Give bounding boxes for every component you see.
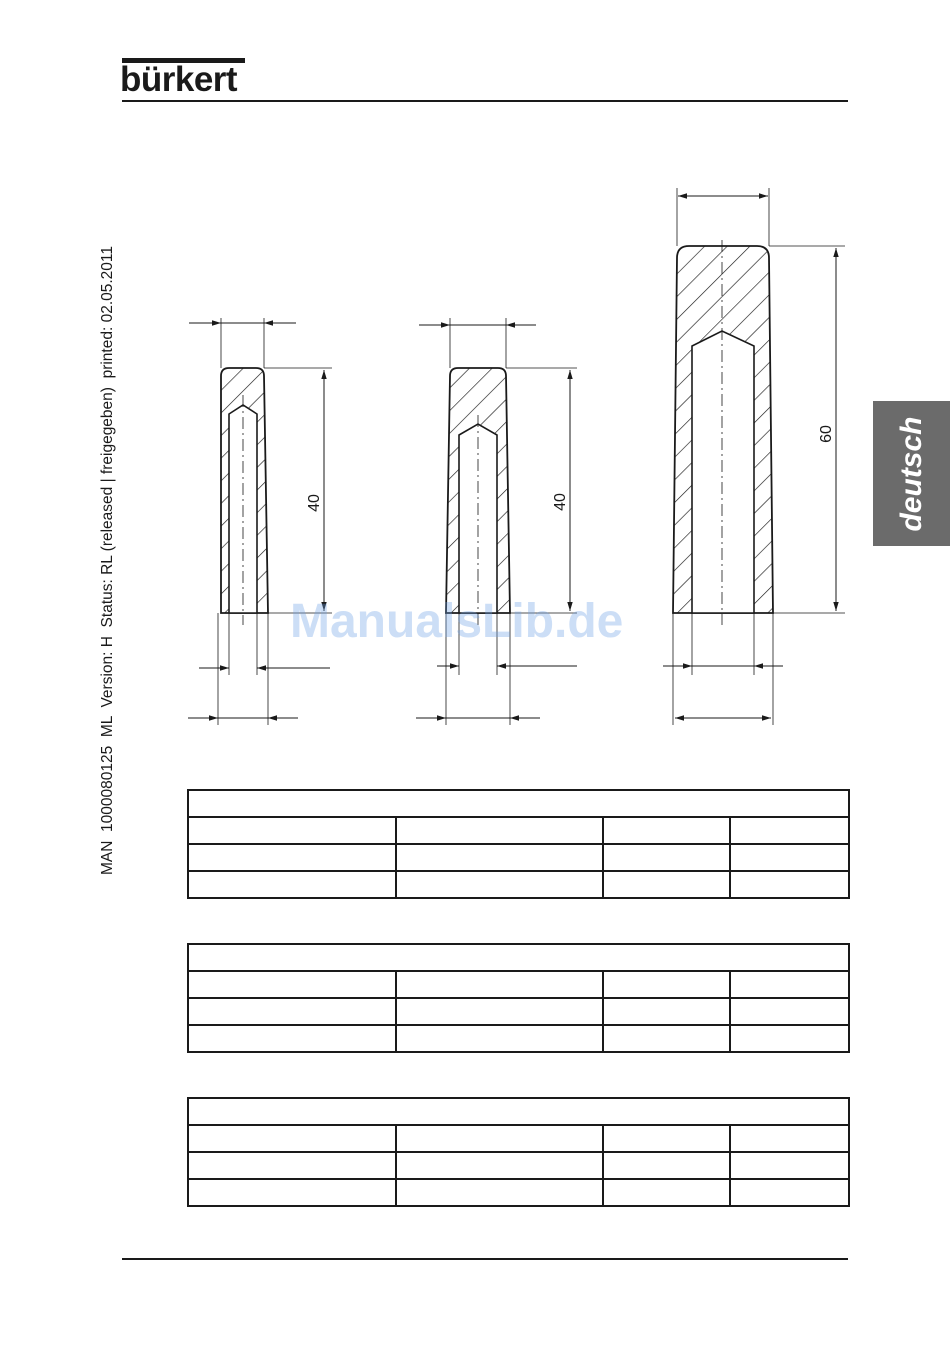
table-cell (730, 1152, 849, 1179)
table-row (188, 998, 849, 1025)
burkert-logo: bürkert (120, 60, 238, 99)
drawing-3 (663, 188, 845, 725)
table-cell (188, 844, 396, 871)
table-row (188, 971, 849, 998)
table-cell (188, 871, 396, 898)
table-row (188, 790, 849, 817)
table-row (188, 944, 849, 971)
spec-table-1 (187, 789, 850, 899)
table-cell (188, 1179, 396, 1206)
table-cell (730, 1125, 849, 1152)
table-cell (603, 998, 730, 1025)
table-row (188, 871, 849, 898)
table-cell (396, 998, 603, 1025)
drawing-1 (188, 318, 332, 725)
footer-rule (122, 1258, 848, 1260)
document-metadata: MAN 1000080125 ML Version: H Status: RL (released | freigegeben) printed: 02.05.2011 (99, 246, 116, 875)
spec-table-3 (187, 1097, 850, 1207)
table-cell (396, 817, 603, 844)
table-cell (396, 1125, 603, 1152)
table-cell (396, 971, 603, 998)
table-row (188, 1152, 849, 1179)
table-cell (396, 1152, 603, 1179)
dimension-label: 40 (306, 494, 323, 512)
table-row (188, 844, 849, 871)
table-cell (730, 1179, 849, 1206)
table-cell (188, 998, 396, 1025)
table-cell (603, 817, 730, 844)
table-cell (603, 871, 730, 898)
table-cell (188, 817, 396, 844)
table-cell (603, 1125, 730, 1152)
table-cell (730, 971, 849, 998)
table-cell (188, 1098, 849, 1125)
table-row (188, 1098, 849, 1125)
table-cell (730, 871, 849, 898)
dimension-label: 40 (552, 493, 569, 511)
table-row (188, 1025, 849, 1052)
table-cell (396, 844, 603, 871)
table-cell (188, 944, 849, 971)
table-row (188, 817, 849, 844)
table-row (188, 1125, 849, 1152)
table-cell (730, 1025, 849, 1052)
table-cell (730, 844, 849, 871)
dimension-label: 60 (818, 425, 835, 443)
watermark: ManualsLib.de (290, 595, 624, 648)
table-cell (188, 1125, 396, 1152)
table-cell (188, 1152, 396, 1179)
drawing-2 (416, 318, 577, 725)
table-cell (603, 1025, 730, 1052)
table-cell (730, 817, 849, 844)
table-cell (396, 1179, 603, 1206)
table-cell (730, 998, 849, 1025)
table-cell (188, 790, 849, 817)
table-cell (603, 971, 730, 998)
table-cell (603, 1152, 730, 1179)
table-cell (188, 971, 396, 998)
table-cell (603, 1179, 730, 1206)
table-cell (396, 1025, 603, 1052)
table-cell (603, 844, 730, 871)
table-cell (396, 871, 603, 898)
table-row (188, 1179, 849, 1206)
table-cell (188, 1025, 396, 1052)
spec-table-2 (187, 943, 850, 1053)
language-tab-label: deutsch (894, 415, 928, 532)
